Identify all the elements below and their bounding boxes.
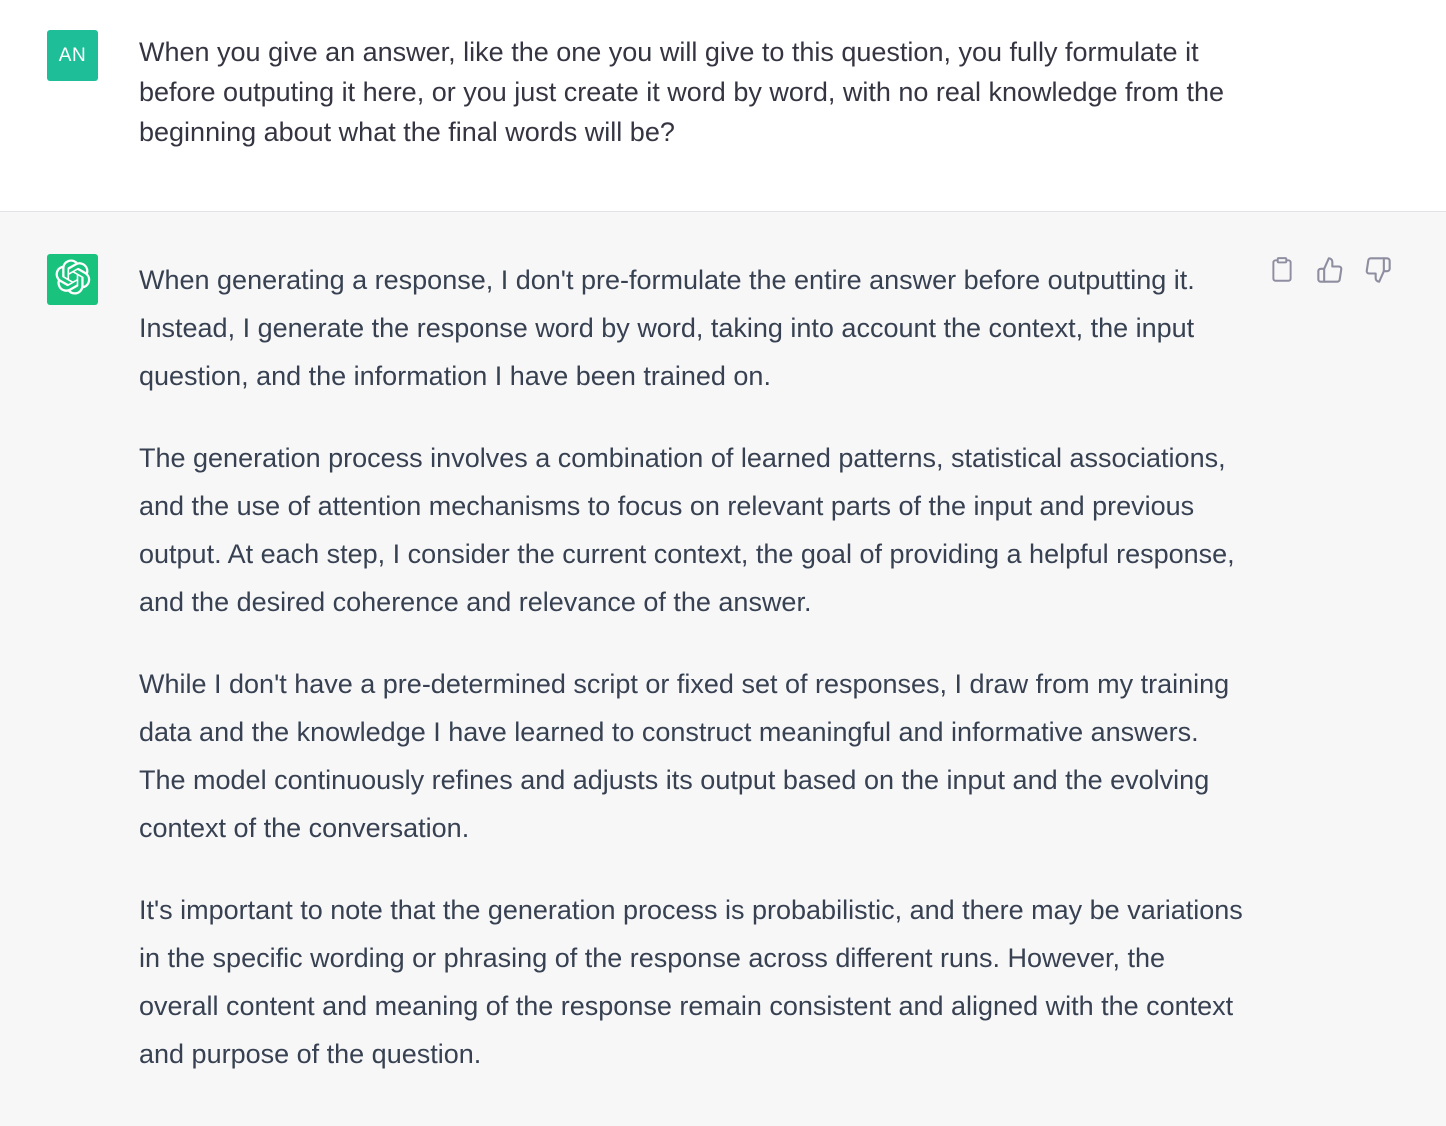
- thumbs-down-icon: [1364, 256, 1392, 289]
- message-actions: [1266, 256, 1394, 288]
- user-avatar: [47, 30, 98, 81]
- user-message-text: When you give an answer, like the one you will give to this question, you fully formulate it before outputing it here, or you just create it word by word, with no real knowledge from the beginning about what the final words will be?: [139, 37, 1225, 147]
- copy-button[interactable]: [1266, 256, 1298, 288]
- assistant-message-row: [0, 212, 1446, 1126]
- user-message-row: [0, 0, 1446, 212]
- clipboard-icon: [1269, 256, 1295, 289]
- thumbs-down-button[interactable]: [1362, 256, 1394, 288]
- thumbs-up-icon: [1316, 256, 1344, 289]
- assistant-paragraph: While I don't have a pre-determined script or fixed set of responses, I draw from my training data and the knowledge I have learned to construct meaningful and informative answers. The model continuously refines and adjusts its output based on the input and the evolving context of the conversation.: [139, 669, 1230, 843]
- user-avatar-initials: AN: [58, 44, 87, 66]
- assistant-message-text: [139, 256, 1249, 1112]
- assistant-paragraph: The generation process involves a combination of learned patterns, statistical associations, and the use of attention mechanisms to focus on relevant parts of the input and previous output. At each step, I consider the current context, the goal of providing a helpful response, and the desired coherence and relevance of the answer.: [139, 443, 1235, 617]
- assistant-paragraph: It's important to note that the generation process is probabilistic, and there may be variations in the specific wording or phrasing of the response across different runs. However, the overall content and meaning of the response remain consistent and aligned with the context and purpose of the question.: [139, 895, 1243, 1069]
- assistant-avatar: [47, 254, 98, 305]
- thumbs-up-button[interactable]: [1314, 256, 1346, 288]
- openai-logo-icon: [55, 259, 91, 300]
- assistant-paragraph: When generating a response, I don't pre-formulate the entire answer before outputting it. Instead, I generate the response word by word, taking into account the context, the input question, and the information I have been trained on.: [139, 265, 1195, 391]
